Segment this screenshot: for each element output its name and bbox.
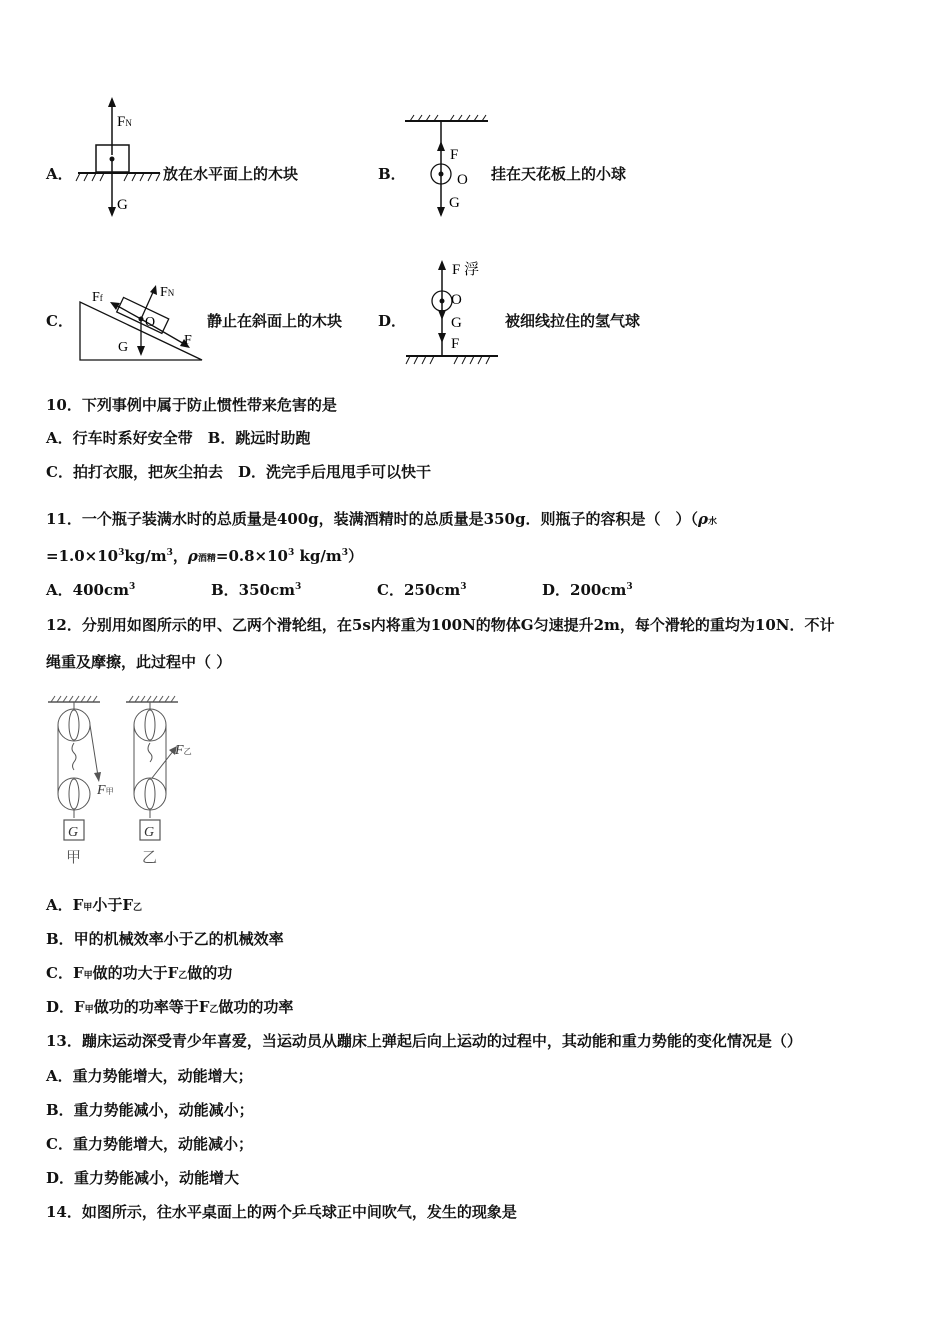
g-jia-label: G [68, 825, 79, 840]
q11-option-b: B．$350cm^3$ [211, 581, 302, 599]
q13-option-b: B．重力势能减小，动能减小； [46, 1101, 254, 1119]
q13-stem: 13．蹦床运动深受青少年喜爱，当运动员从蹦床上弹起后向上运动的过程中，其动能和重力势能的变化情况是（） [46, 1032, 802, 1050]
q10-options-ab: A．行车时系好安全带 B．跳远时助跑 [46, 429, 311, 447]
q11-option-d: D．$200cm^3$ [542, 581, 633, 599]
q12-option-a: A．F甲小于F乙 [46, 896, 142, 914]
f-yi-label: F乙 [175, 743, 192, 758]
o-label: O [457, 172, 468, 188]
q11-option-a: A．$400cm^3$ [46, 581, 136, 599]
ffu-label: F 浮 [452, 262, 480, 278]
g-yi-label: G [144, 825, 155, 840]
g-label: G [117, 197, 128, 213]
q12-option-b: B．甲的机械效率小于乙的机械效率 [46, 930, 284, 948]
option-b-letter: B． [378, 165, 406, 183]
figure-block-on-incline [78, 282, 208, 362]
yi-caption: 乙 [142, 850, 158, 866]
f-label: F [451, 336, 460, 352]
ff-label: Ff [92, 290, 103, 305]
g-label: G [451, 315, 462, 331]
f-label: F [450, 147, 459, 163]
q13-option-d: D．重力势能减小，动能增大 [46, 1169, 240, 1187]
q12-stem-line2: 绳重及摩擦，此过程中（ ） [46, 653, 232, 671]
q11-stem: 11．一个瓶子装满水时的总质量是400g，装满酒精时的总质量是350g．则瓶子的容积是（ ）（ρ水 [46, 510, 717, 528]
figure-hanging-ball [400, 115, 495, 220]
o-label: O [451, 292, 462, 308]
option-a-letter: A． [46, 165, 73, 183]
q13-option-c: C．重力势能增大，动能减小； [46, 1135, 253, 1153]
g-label: G [118, 340, 129, 355]
q10-stem: 10．下列事例中属于防止惯性带来危害的是 [46, 396, 337, 414]
q12-stem-line1: 12．分别用如图所示的甲、乙两个滑轮组，在5s内将重为100N的物体G匀速提升2m，每个滑轮的重均为10N．不计 [46, 616, 835, 634]
option-b-caption: 挂在天花板上的小球 [491, 165, 627, 183]
option-d-letter: D． [378, 312, 407, 330]
g-label: G [449, 195, 460, 211]
option-c-caption: 静止在斜面上的木块 [207, 312, 343, 330]
figure-balloon-on-string [400, 258, 510, 363]
option-d-caption: 被细线拉住的氢气球 [505, 312, 641, 330]
q11-option-c: C．$250cm^3$ [377, 581, 467, 599]
fn-label: FN [160, 285, 175, 300]
q11-densities: $=1.0\times 10^3kg/m^3$，ρ酒精$=0.8\times 10^3$ $kg/m^3$） [46, 547, 364, 565]
option-c-letter: C． [46, 312, 73, 330]
f-jia-label: F甲 [97, 783, 114, 798]
q13-option-a: A．重力势能增大，动能增大； [46, 1067, 253, 1085]
q12-option-d: D．F甲做功的功率等于F乙做功的功率 [46, 998, 294, 1016]
f-label: F [184, 333, 192, 348]
q14-stem: 14．如图所示，往水平桌面上的两个乒乓球正中间吹气，发生的现象是 [46, 1203, 517, 1221]
o-label: O [145, 315, 156, 330]
option-a-caption: 放在水平面上的木块 [163, 165, 299, 183]
q10-options-cd: C．拍打衣服，把灰尘拍去 D．洗完手后甩甩手可以快干 [46, 463, 431, 481]
figure-block-on-floor [70, 95, 170, 220]
q12-option-c: C．F甲做的功大于F乙做的功 [46, 964, 233, 982]
fn-label: FN [117, 114, 132, 130]
jia-caption: 甲 [66, 850, 82, 866]
pulley-figure [42, 692, 212, 867]
